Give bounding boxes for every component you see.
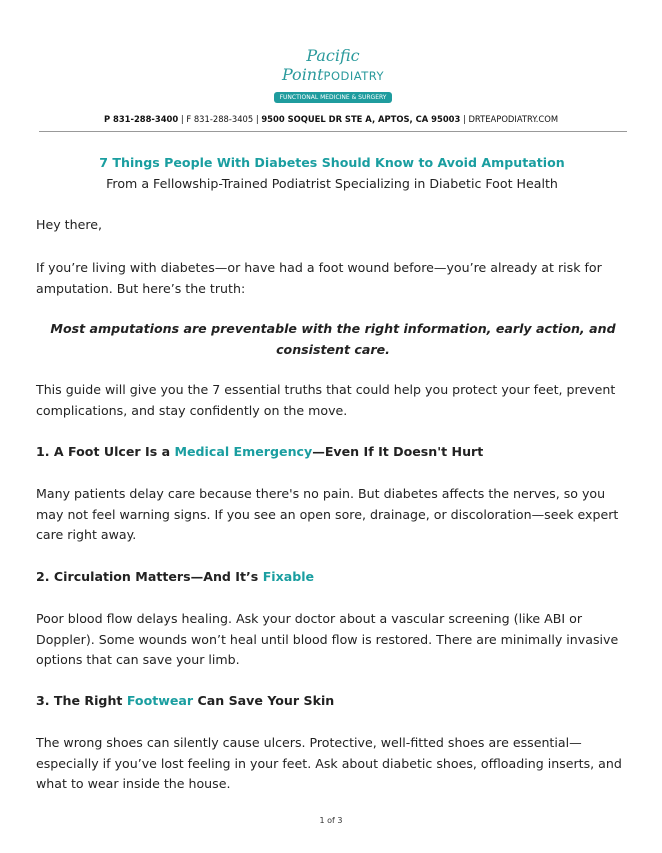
section-1-heading: 1. A Foot Ulcer Is a Medical Emergency—Even If It Doesn't Hurt [36,444,484,459]
section-3-heading: 3. The Right Footwear Can Save Your Skin [36,693,335,708]
section-2-body: Poor blood flow delays healing. Ask your doctor about a vascular screening (like ABI or Doppler). Some wounds won’t heal until blood flow is restored. There are minimally invasive options that can save your limb. [36,611,619,667]
page-number: 1 of 3 [319,816,343,825]
intro-paragraph: If you’re living with diabetes—or have had a foot wound before—you’re already at risk for amputation. But here’s the truth: [36,260,602,296]
practice-logo: Pacific PointPODIATRY FUNCTIONAL MEDICINE & SURGERY [258,46,408,96]
section-3-body: The wrong shoes can silently cause ulcers. Protective, well-fitted shoes are essential— especially if you’ve lost feeling in your feet. Ask about diabetic shoes, offloading inserts, and what to wear inside the house. [36,735,622,791]
emphasis-statement: Most amputations are preventable with the right information, early action, and consistent care. [50,321,616,357]
doc-subtitle: From a Fellowship-Trained Podiatrist Specializing in Diabetic Foot Health [106,176,558,191]
website: DRTEAPODIATRY.COM [468,114,559,124]
section-1-body: Many patients delay care because there's no pain. But diabetes affects the nerves, so you may not feel warning signs. If you see an open sore, drainage, or discoloration—seek expert care right away. [36,486,619,542]
doc-title: 7 Things People With Diabetes Should Know to Avoid Amputation [99,155,565,170]
contact-line: P 831-288-3400 | F 831-288-3405 | 9500 SOQUEL DR STE A, APTOS, CA 95003 | DRTEAPODIATRY.COM [103,114,559,124]
header-divider [39,131,627,132]
section-2-heading: 2. Circulation Matters—And It’s Fixable [36,569,315,584]
address: 9500 SOQUEL DR STE A, APTOS, CA 95003 [261,114,461,124]
greeting: Hey there, [36,217,102,232]
phone: P 831-288-3400 [103,114,179,124]
fax: F 831-288-3405 [186,114,254,124]
guide-paragraph: This guide will give you the 7 essential truths that could help you protect your feet, prevent complications, and stay confidently on the move. [36,382,616,418]
